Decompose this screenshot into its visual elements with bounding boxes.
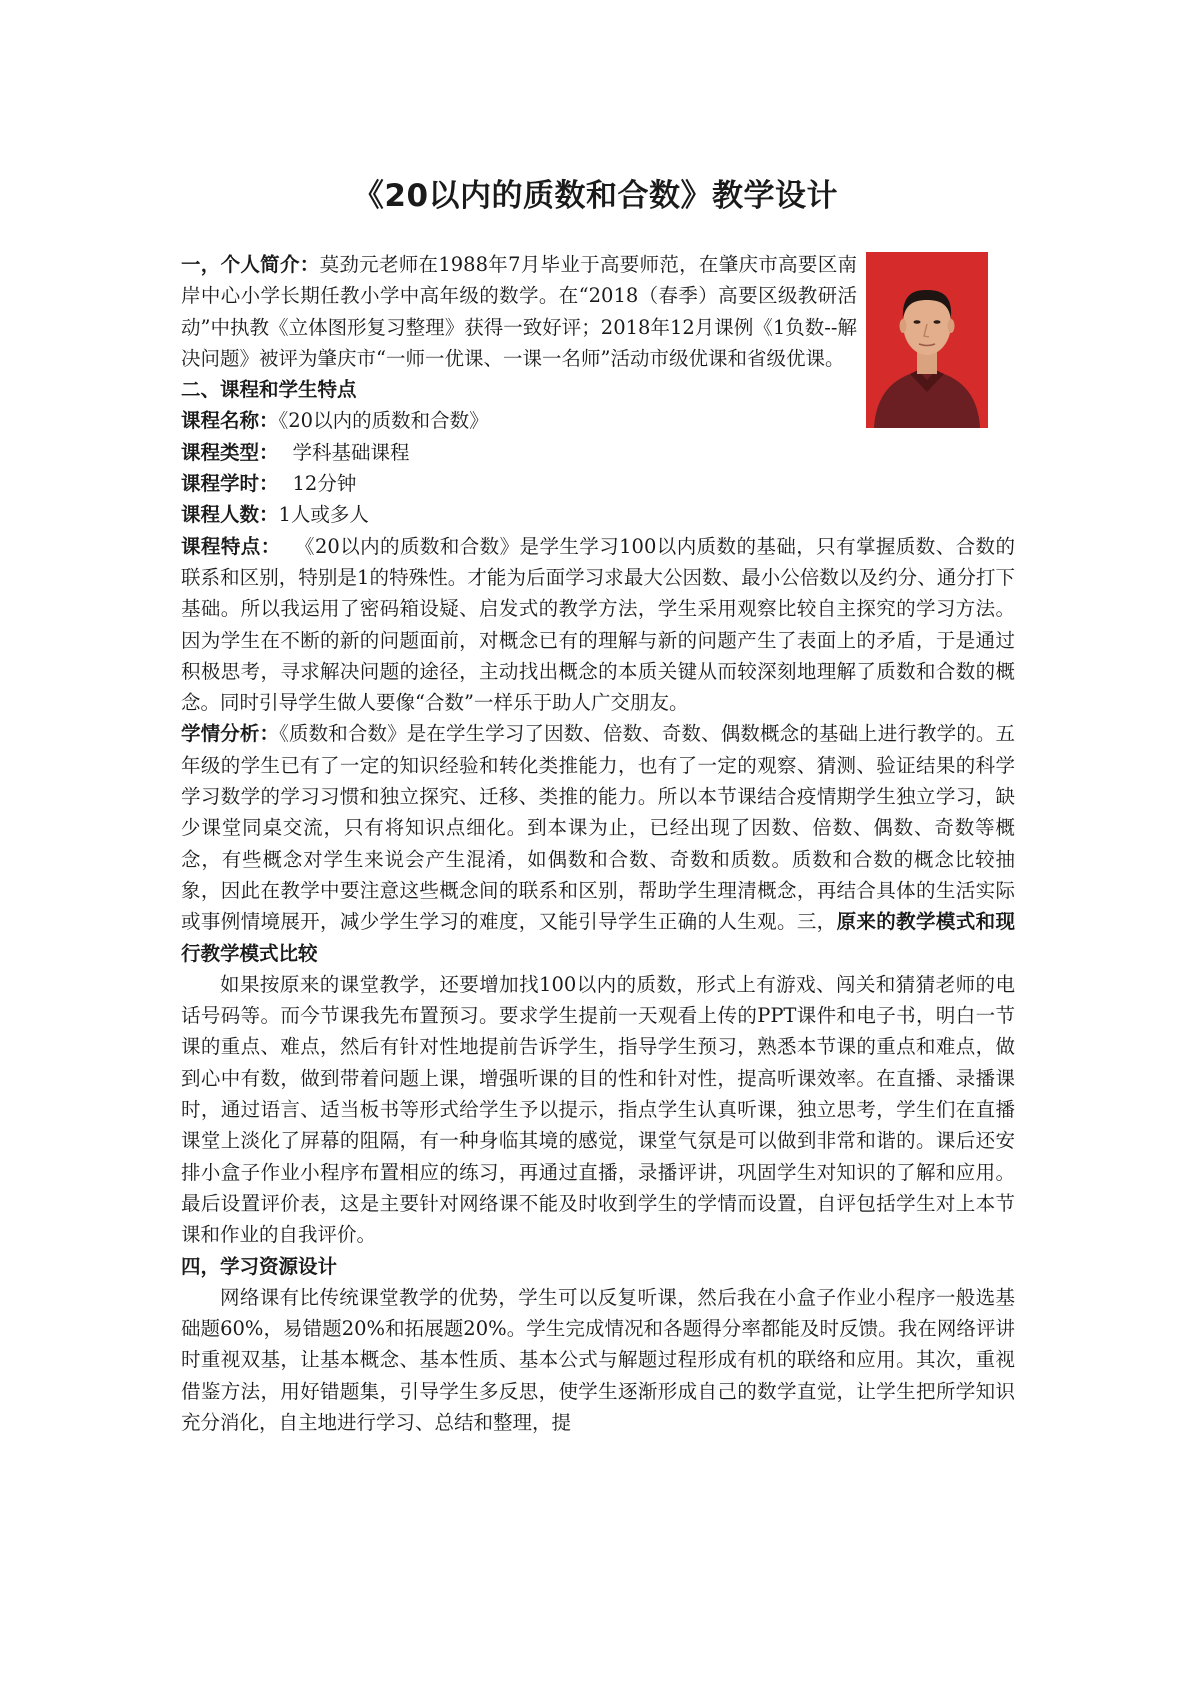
course-features-text: 《20以内的质数和合数》是学生学习100以内质数的基础，只有掌握质数、合数的联系和区别，特别是1的特殊性。才能为后面学习求最大公因数、最小公倍数以及约分、通分打下基础。所以我运用了密码箱设疑、启发式的教学方法，学生采用观察比较自主探究的学习方法。因为学生在不断的新的问题面前，对概念已有的理解与新的问题产生了表面上的矛盾，于是通过积极思考，寻求解决问题的途径，主动找出概念的本质关键从而较深刻地理解了质数和合数的概念。同时引导学生做人要像“合数”一样乐于助人广交朋友。 xyxy=(181,534,1015,715)
section4-paragraph: 网络课有比传统课堂教学的优势，学生可以反复听课，然后我在小盒子作业小程序一般选基础题60%，易错题20%和拓展题20%。学生完成情况和各题得分率都能及时反馈。我在网络评讲时重视双基，让基本概念、基本性质、基本公式与解题过程形成有机的联络和应用。其次，重视借鉴方法，用好错题集，引导学生多反思，使学生逐渐形成自己的数学直觉，让学生把所学知识充分消化，自主地进行学习、总结和整理，提 xyxy=(181,1285,1015,1434)
course-hours-value: 12分钟 xyxy=(292,472,357,496)
course-hours-label: 课程学时： xyxy=(181,472,279,496)
course-type-value: 学科基础课程 xyxy=(292,440,410,464)
student-analysis-text: 《质数和合数》是在学生学习了因数、倍数、奇数、偶数概念的基础上进行教学的。五年级的学生已有了一定的知识经验和转化类推能力，也有了一定的观察、猜测、验证结果的科学学习数学的学习习惯和独立探究、迁移、类推的能力。所以本节课结合疫情期学生独立学习，缺少课堂同桌交流，只有将知识点细化。到本课为止，已经出现了因数、倍数、偶数、奇数等概念，有些概念对学生来说会产生混淆，如偶数和合数、奇数和质数。质数和合数的概念比较抽象，因此在教学中要注意这些概念间的联系和区别，帮助学生理清概念，再结合具体的生活实际或事例情境展开，减少学生学习的难度，又能引导学生正确的人生观。三， xyxy=(181,722,1015,934)
course-name-label: 课程名称： xyxy=(181,409,279,433)
course-name-row xyxy=(181,405,1015,436)
course-type-row xyxy=(181,437,1015,468)
course-people-row xyxy=(181,499,1015,530)
section1-text: 莫劲元老师在1988年7月毕业于高要师范，在肇庆市高要区南岸中心小学长期任教小学中高年级的数学。在“2018（春季）高要区级教研活动”中执教《立体图形复习整理》获得一致好评；2018年12月课例《1负数--解决问题》被评为肇庆市“一师一优课、一课一名师”活动市级优课和省级优课。 xyxy=(181,253,857,370)
course-type-label: 课程类型： xyxy=(181,440,279,464)
course-name-value: 《20以内的质数和合数》 xyxy=(278,409,489,433)
course-hours-row xyxy=(181,468,1015,499)
student-analysis-paragraph xyxy=(181,718,1015,968)
document-title: 《20以内的质数和合数》教学设计 xyxy=(352,178,839,214)
section4-heading: 四，学习资源设计 xyxy=(181,1254,338,1278)
course-people-label: 课程人数： xyxy=(181,503,279,527)
course-features-paragraph xyxy=(181,531,1015,719)
course-people-value: 1人或多人 xyxy=(278,503,369,527)
section1-heading: 一，个人简介： xyxy=(181,253,320,276)
personal-intro-paragraph xyxy=(181,249,857,374)
course-features-label: 课程特点： xyxy=(181,534,281,558)
student-analysis-label: 学情分析： xyxy=(181,722,280,746)
document-body xyxy=(181,249,1015,1438)
section3-paragraph: 如果按原来的课堂教学，还要增加找100以内的质数，形式上有游戏、闯关和猜猜老师的电话号码等。而今节课我先布置预习。要求学生提前一天观看上传的PPT课件和电子书，明白一节课的重点、难点，然后有针对性地提前告诉学生，指导学生预习，熟悉本节课的重点和难点，做到心中有数，做到带着问题上课，增强听课的目的性和针对性，提高听课效率。在直播、录播课时，通过语言、适当板书等形式给学生予以提示，指点学生认真听课，独立思考，学生们在直播课堂上淡化了屏幕的阻隔，有一种身临其境的感觉，课堂气氛是可以做到非常和谐的。课后还安排小盒子作业小程序布置相应的练习，再通过直播，录播评讲，巩固学生对知识的了解和应用。最后设置评价表，这是主要针对网络课不能及时收到学生的学情而设置，自评包括学生对上本节课和作业的自我评价。 xyxy=(181,972,1015,1247)
section3-heading: 原来的教学模式和现行教学模式比较 xyxy=(181,910,1015,965)
section2-heading: 二、课程和学生特点 xyxy=(181,378,357,402)
